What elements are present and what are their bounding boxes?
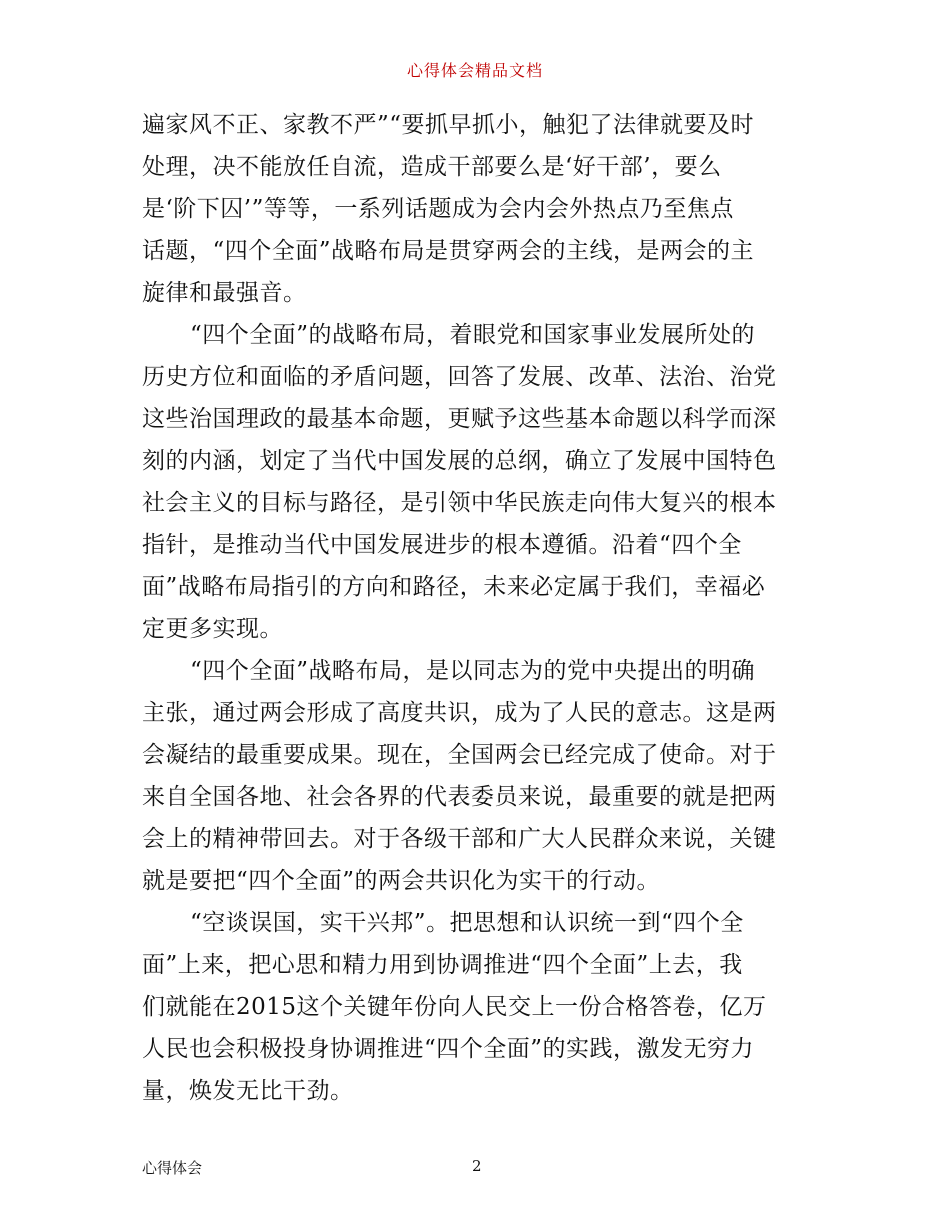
text-line: 遍家风不正、家教不严”“要抓早抓小，触犯了法律就要及时 xyxy=(142,112,755,138)
text-line: 量，焕发无比干劲。 xyxy=(142,1078,354,1104)
text-line: 定更多实现。 xyxy=(142,616,283,642)
text-line: 会凝结的最重要成果。现在，全国两会已经完成了使命。对于 xyxy=(142,742,777,768)
text-line: 面”战略布局指引的方向和路径，未来必定属于我们，幸福必 xyxy=(142,574,766,600)
text-line: 社会主义的目标与路径，是引领中华民族走向伟大复兴的根本 xyxy=(142,490,777,516)
text-line: 刻的内涵，划定了当代中国发展的总纲，确立了发展中国特色 xyxy=(142,448,777,474)
text-line: 是‘阶下囚’”等等，一系列话题成为会内会外热点乃至焦点 xyxy=(142,196,734,222)
text-line: 来自全国各地、社会各界的代表委员来说，最重要的就是把两 xyxy=(142,784,777,810)
text-line: 们就能在2015这个关键年份向人民交上一份合格答卷，亿万 xyxy=(142,994,767,1020)
text-line: “空谈误国，实干兴邦”。把思想和认识统一到“四个全 xyxy=(190,910,744,936)
page-number: 2 xyxy=(472,1157,482,1175)
text-line: “四个全面”的战略布局，着眼党和国家事业发展所处的 xyxy=(190,322,756,348)
text-line: 面”上来，把心思和精力用到协调推进“四个全面”上去，我 xyxy=(142,952,743,978)
text-line: 指针，是推动当代中国发展进步的根本遵循。沿着“四个全 xyxy=(142,532,742,558)
text-line: 历史方位和面临的矛盾问题，回答了发展、改革、法治、治党 xyxy=(142,364,777,390)
text-line: 就是要把“四个全面”的两会共识化为实干的行动。 xyxy=(142,868,661,894)
footer-label: 心得体会 xyxy=(142,1159,203,1177)
text-line: 人民也会积极投身协调推进“四个全面”的实践，激发无穷力 xyxy=(142,1036,755,1062)
text-line: “四个全面”战略布局，是以同志为的党中央提出的明确 xyxy=(190,658,756,684)
page-header-title: 心得体会精品文档 xyxy=(406,61,543,80)
text-line: 话题，“四个全面”战略布局是贯穿两会的主线，是两会的主 xyxy=(142,238,755,264)
text-line: 旋律和最强音。 xyxy=(142,280,307,306)
text-line: 会上的精神带回去。对于各级干部和广大人民群众来说，关键 xyxy=(142,826,777,852)
text-line: 主张，通过两会形成了高度共识，成为了人民的意志。这是两 xyxy=(142,700,777,726)
text-line: 处理，决不能放任自流，造成干部要么是‘好干部’，要么 xyxy=(142,154,722,180)
text-line: 这些治国理政的最基本命题，更赋予这些基本命题以科学而深 xyxy=(142,406,777,432)
document-body xyxy=(142,104,814,1112)
